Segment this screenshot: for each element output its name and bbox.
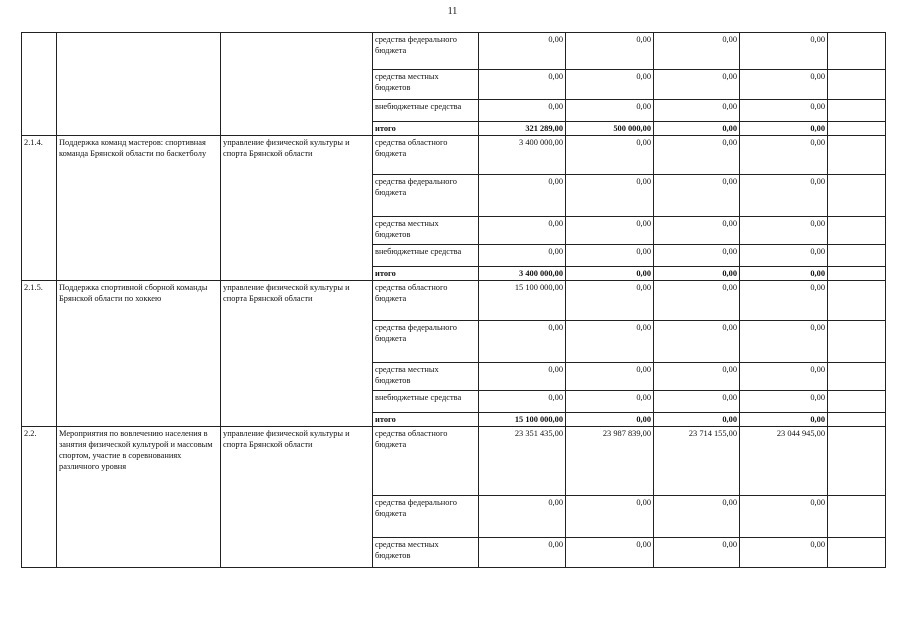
value-cell-4: 0,00 (740, 281, 828, 321)
extra-cell (828, 391, 886, 413)
table-row (22, 281, 886, 321)
item-number (22, 33, 57, 136)
item-executor: управление физической культуры и спорта Брянской области (221, 136, 373, 281)
total-label: итого (373, 413, 479, 427)
value-cell-4: 0,00 (740, 267, 828, 281)
value-cell-3: 0,00 (654, 321, 740, 363)
value-cell-4: 0,00 (740, 245, 828, 267)
value-cell-3: 0,00 (654, 413, 740, 427)
item-executor: управление физической культуры и спорта Брянской области (221, 427, 373, 568)
funding-source: средства федерального бюджета (373, 496, 479, 538)
value-cell-1: 15 100 000,00 (479, 413, 566, 427)
value-cell-3: 0,00 (654, 245, 740, 267)
item-executor (221, 33, 373, 136)
value-cell-1: 0,00 (479, 245, 566, 267)
value-cell-4: 0,00 (740, 122, 828, 136)
value-cell-1: 0,00 (479, 363, 566, 391)
total-label: итого (373, 122, 479, 136)
value-cell-1: 0,00 (479, 496, 566, 538)
value-cell-2: 0,00 (566, 391, 654, 413)
funding-source: средства федерального бюджета (373, 33, 479, 70)
value-cell-4: 23 044 945,00 (740, 427, 828, 496)
extra-cell (828, 538, 886, 568)
value-cell-4: 0,00 (740, 538, 828, 568)
value-cell-1: 0,00 (479, 321, 566, 363)
item-name: Поддержка команд мастеров: спортивная команда Брянской области по баскетболу (57, 136, 221, 281)
item-name (57, 33, 221, 136)
item-number: 2.1.4. (22, 136, 57, 281)
value-cell-1: 23 351 435,00 (479, 427, 566, 496)
value-cell-1: 3 400 000,00 (479, 136, 566, 175)
table-row (22, 136, 886, 175)
value-cell-1: 0,00 (479, 33, 566, 70)
funding-source: средства областного бюджета (373, 427, 479, 496)
funding-source: средства местных бюджетов (373, 70, 479, 100)
value-cell-2: 0,00 (566, 496, 654, 538)
value-cell-2: 0,00 (566, 100, 654, 122)
extra-cell (828, 100, 886, 122)
value-cell-2: 0,00 (566, 413, 654, 427)
value-cell-4: 0,00 (740, 217, 828, 245)
value-cell-2: 0,00 (566, 267, 654, 281)
value-cell-2: 0,00 (566, 175, 654, 217)
extra-cell (828, 217, 886, 245)
item-number: 2.1.5. (22, 281, 57, 427)
value-cell-1: 0,00 (479, 217, 566, 245)
value-cell-3: 0,00 (654, 175, 740, 217)
value-cell-3: 0,00 (654, 363, 740, 391)
value-cell-2: 0,00 (566, 136, 654, 175)
value-cell-4: 0,00 (740, 33, 828, 70)
value-cell-2: 0,00 (566, 245, 654, 267)
item-executor: управление физической культуры и спорта Брянской области (221, 281, 373, 427)
funding-source: средства федерального бюджета (373, 175, 479, 217)
extra-cell (828, 175, 886, 217)
value-cell-4: 0,00 (740, 175, 828, 217)
value-cell-2: 0,00 (566, 217, 654, 245)
value-cell-1: 0,00 (479, 70, 566, 100)
value-cell-1: 0,00 (479, 538, 566, 568)
value-cell-3: 0,00 (654, 33, 740, 70)
value-cell-1: 0,00 (479, 100, 566, 122)
funding-source: средства местных бюджетов (373, 217, 479, 245)
funding-source: средства местных бюджетов (373, 363, 479, 391)
value-cell-1: 3 400 000,00 (479, 267, 566, 281)
value-cell-3: 0,00 (654, 496, 740, 538)
table-row (22, 427, 886, 496)
funding-source: средства федерального бюджета (373, 321, 479, 363)
value-cell-3: 23 714 155,00 (654, 427, 740, 496)
funding-source: средства местных бюджетов (373, 538, 479, 568)
item-name: Поддержка спортивной сборной команды Брянской области по хоккею (57, 281, 221, 427)
value-cell-1: 0,00 (479, 391, 566, 413)
extra-cell (828, 281, 886, 321)
funding-source: внебюджетные средства (373, 391, 479, 413)
value-cell-4: 0,00 (740, 391, 828, 413)
value-cell-2: 0,00 (566, 363, 654, 391)
value-cell-2: 0,00 (566, 538, 654, 568)
extra-cell (828, 496, 886, 538)
item-number: 2.2. (22, 427, 57, 568)
value-cell-2: 23 987 839,00 (566, 427, 654, 496)
value-cell-4: 0,00 (740, 496, 828, 538)
total-label: итого (373, 267, 479, 281)
extra-cell (828, 427, 886, 496)
funding-source: внебюджетные средства (373, 245, 479, 267)
table-row (22, 33, 886, 70)
budget-table (21, 32, 886, 568)
value-cell-3: 0,00 (654, 391, 740, 413)
value-cell-4: 0,00 (740, 413, 828, 427)
extra-cell (828, 363, 886, 391)
value-cell-2: 0,00 (566, 70, 654, 100)
value-cell-4: 0,00 (740, 321, 828, 363)
extra-cell (828, 136, 886, 175)
value-cell-3: 0,00 (654, 217, 740, 245)
value-cell-3: 0,00 (654, 100, 740, 122)
extra-cell (828, 245, 886, 267)
value-cell-1: 0,00 (479, 175, 566, 217)
value-cell-1: 15 100 000,00 (479, 281, 566, 321)
value-cell-4: 0,00 (740, 100, 828, 122)
value-cell-2: 0,00 (566, 33, 654, 70)
value-cell-2: 0,00 (566, 321, 654, 363)
value-cell-3: 0,00 (654, 281, 740, 321)
funding-source: внебюджетные средства (373, 100, 479, 122)
extra-cell (828, 413, 886, 427)
value-cell-3: 0,00 (654, 70, 740, 100)
value-cell-3: 0,00 (654, 122, 740, 136)
extra-cell (828, 267, 886, 281)
value-cell-1: 321 289,00 (479, 122, 566, 136)
value-cell-3: 0,00 (654, 538, 740, 568)
value-cell-3: 0,00 (654, 136, 740, 175)
extra-cell (828, 122, 886, 136)
value-cell-2: 0,00 (566, 281, 654, 321)
value-cell-4: 0,00 (740, 363, 828, 391)
value-cell-4: 0,00 (740, 70, 828, 100)
extra-cell (828, 321, 886, 363)
item-name: Мероприятия по вовлечению населения в занятия физической культурой и массовым спортом, участие в соревнованиях различного уровня (57, 427, 221, 568)
extra-cell (828, 70, 886, 100)
value-cell-4: 0,00 (740, 136, 828, 175)
funding-source: средства областного бюджета (373, 136, 479, 175)
value-cell-2: 500 000,00 (566, 122, 654, 136)
extra-cell (828, 33, 886, 70)
funding-source: средства областного бюджета (373, 281, 479, 321)
page-number: 11 (447, 6, 458, 17)
value-cell-3: 0,00 (654, 267, 740, 281)
